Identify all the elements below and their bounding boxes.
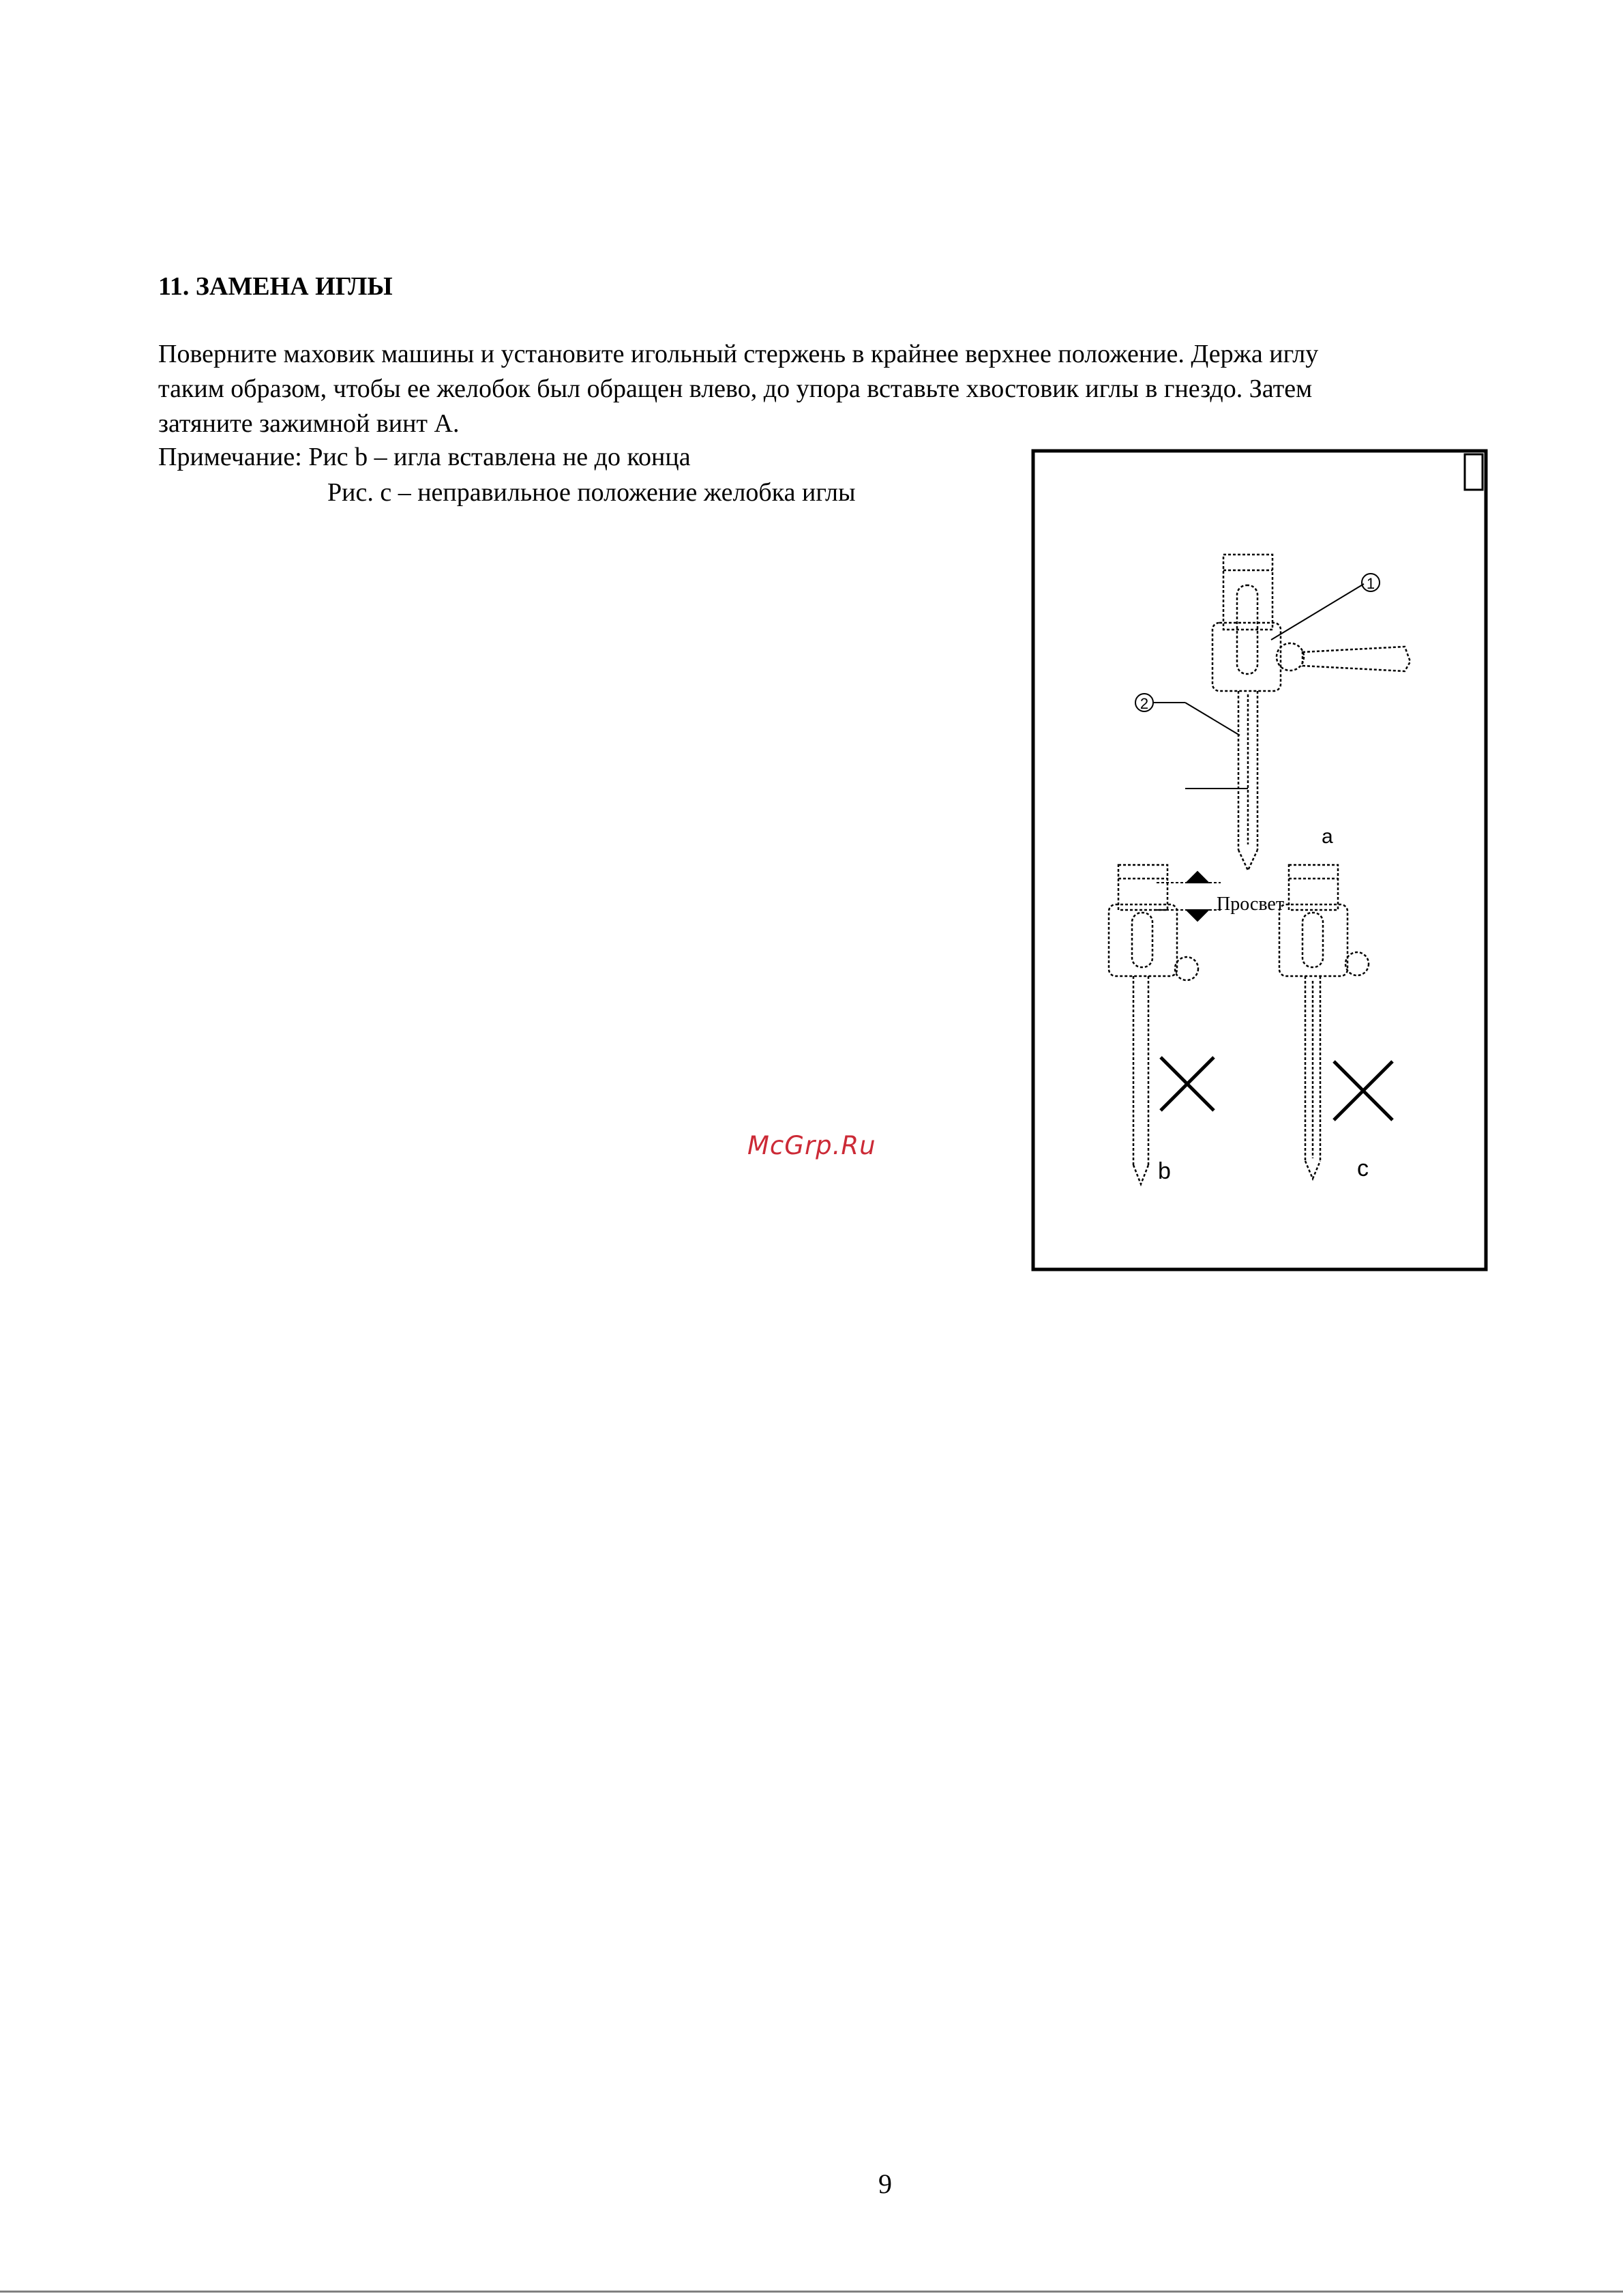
needle-diagram: [1031, 449, 1488, 1273]
needle-replacement-figure: [1031, 449, 1488, 1273]
paragraph-line-2: таким образом, чтобы ее желобок был обращен влево, до упора вставьте хвостовик иглы в гнездо. Затем: [158, 374, 1313, 403]
callout-2-label: 2: [1140, 695, 1149, 712]
watermark-text: McGrp.Ru: [747, 1131, 876, 1160]
needle-bar: [1223, 555, 1272, 630]
frame-corner-tab: [1465, 454, 1483, 490]
callout-1-label: 1: [1366, 575, 1375, 592]
figure-b-label: b: [1158, 1158, 1171, 1184]
needle-clamp: [1212, 623, 1281, 691]
figure-b-cross-icon: [1161, 1057, 1214, 1110]
figure-b-needle: [1109, 865, 1198, 1184]
figure-a-label: a: [1322, 825, 1333, 848]
needle-point: [1238, 850, 1257, 870]
gap-arrow-down: [1187, 872, 1208, 883]
section-heading: 11. ЗАМЕНА ИГЛЫ: [158, 272, 393, 301]
instruction-paragraph: [158, 337, 1512, 441]
figure-c-cross-icon: [1334, 1061, 1393, 1120]
figure-a-callouts: [1135, 574, 1380, 789]
page-number: 9: [878, 2168, 892, 2199]
note-figure-b: Примечание: Рис b – игла вставлена не до конца: [158, 443, 691, 471]
gap-label: Просвет: [1217, 894, 1285, 915]
thumb-screw: [1302, 647, 1410, 671]
figure-c-needle: [1279, 865, 1369, 1179]
paragraph-line-3: затяните зажимной винт А.: [158, 409, 460, 438]
figure-c-label: c: [1357, 1156, 1369, 1181]
bottom-divider: [0, 2291, 1623, 2293]
figure-a-assembly: [1212, 555, 1410, 870]
note-figure-c: Рис. с – неправильное положение желобка иглы: [327, 478, 856, 507]
paragraph-line-1: Поверните маховик машины и установите игольный стержень в крайнее верхнее положение. Держа иглу: [158, 340, 1319, 368]
gap-arrow-up: [1187, 910, 1208, 921]
figure-frame: [1033, 451, 1486, 1269]
